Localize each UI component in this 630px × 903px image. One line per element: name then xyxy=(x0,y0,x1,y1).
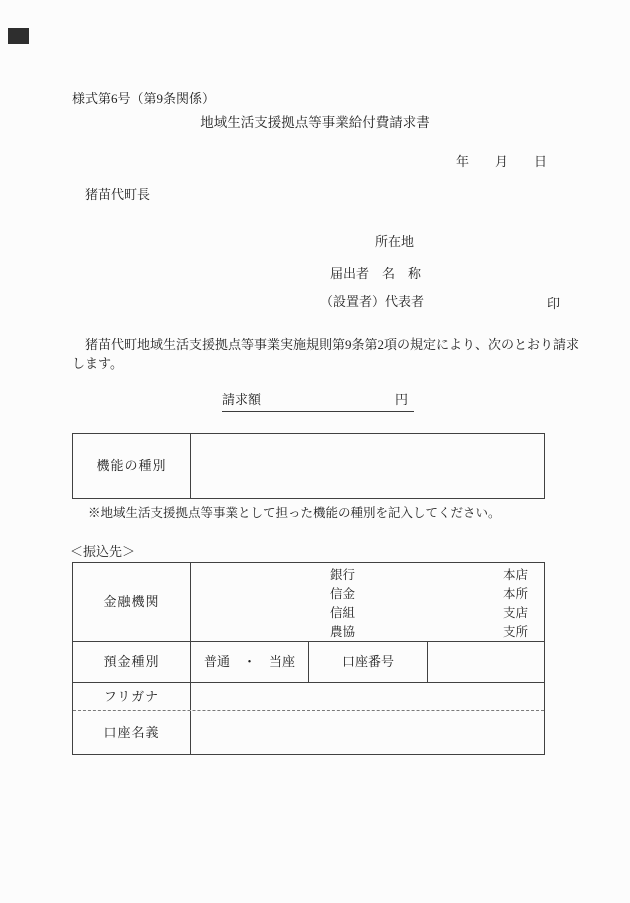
declarant-address-label: 所在地 xyxy=(375,234,415,249)
account-name-value-cell xyxy=(191,711,544,754)
document-title: 地域生活支援拠点等事業給付費請求書 xyxy=(200,115,430,130)
furigana-row xyxy=(73,682,544,710)
branch-type-list xyxy=(503,566,528,642)
corner-scan-artifact xyxy=(8,28,29,44)
branch-type-item: 本店 xyxy=(502,568,528,582)
declarant-representative-line: （設置者）代表者 xyxy=(320,294,425,309)
bank-type-item: 農協 xyxy=(330,625,356,639)
deposit-row-label: 預金種別 xyxy=(73,642,191,682)
bank-type-item: 信金 xyxy=(330,587,356,601)
function-type-note: ※地域生活支援拠点等事業として担った機能の種別を記入してください。 xyxy=(88,506,501,520)
account-number-label: 口座番号 xyxy=(309,642,428,682)
date-line: 年 月 日 xyxy=(456,154,548,169)
function-type-value-cell xyxy=(191,434,544,498)
bank-row-label: 金融機関 xyxy=(73,563,191,641)
bank-name-cell xyxy=(191,563,544,641)
branch-type-item: 本所 xyxy=(502,587,528,601)
furigana-value-cell xyxy=(191,683,544,710)
furigana-label: フリガナ xyxy=(73,683,191,710)
form-number: 様式第6号（第9条関係） xyxy=(72,91,216,106)
account-number-value-cell xyxy=(428,642,544,682)
branch-type-item: 支所 xyxy=(502,625,528,639)
branch-type-item: 支店 xyxy=(502,606,528,620)
bank-row xyxy=(73,563,544,641)
account-name-label: 口座名義 xyxy=(73,711,191,754)
declarant-name-line: 届出者 名 称 xyxy=(330,266,422,281)
account-name-row xyxy=(73,710,544,754)
body-line-2: します。 xyxy=(72,356,123,371)
amount-underline xyxy=(222,392,414,412)
function-type-label: 機能の種別 xyxy=(73,434,191,498)
deposit-row xyxy=(73,641,544,682)
seal-mark: 印 xyxy=(547,296,561,311)
transfer-heading: ＜振込先＞ xyxy=(70,544,136,559)
deposit-options: 普通 ・ 当座 xyxy=(191,642,309,682)
function-type-table xyxy=(72,433,545,499)
body-line-1: 猪苗代町地域生活支援拠点等事業実施規則第9条第2項の規定により、次のとおり請求 xyxy=(85,337,580,352)
amount-label: 請求額 xyxy=(222,392,262,407)
bank-type-item: 信組 xyxy=(330,606,356,620)
bank-type-list xyxy=(330,566,355,642)
bank-type-item: 銀行 xyxy=(330,568,356,582)
amount-unit: 円 xyxy=(394,392,408,407)
addressee: 猪苗代町長 xyxy=(85,187,151,202)
transfer-table xyxy=(72,562,545,755)
